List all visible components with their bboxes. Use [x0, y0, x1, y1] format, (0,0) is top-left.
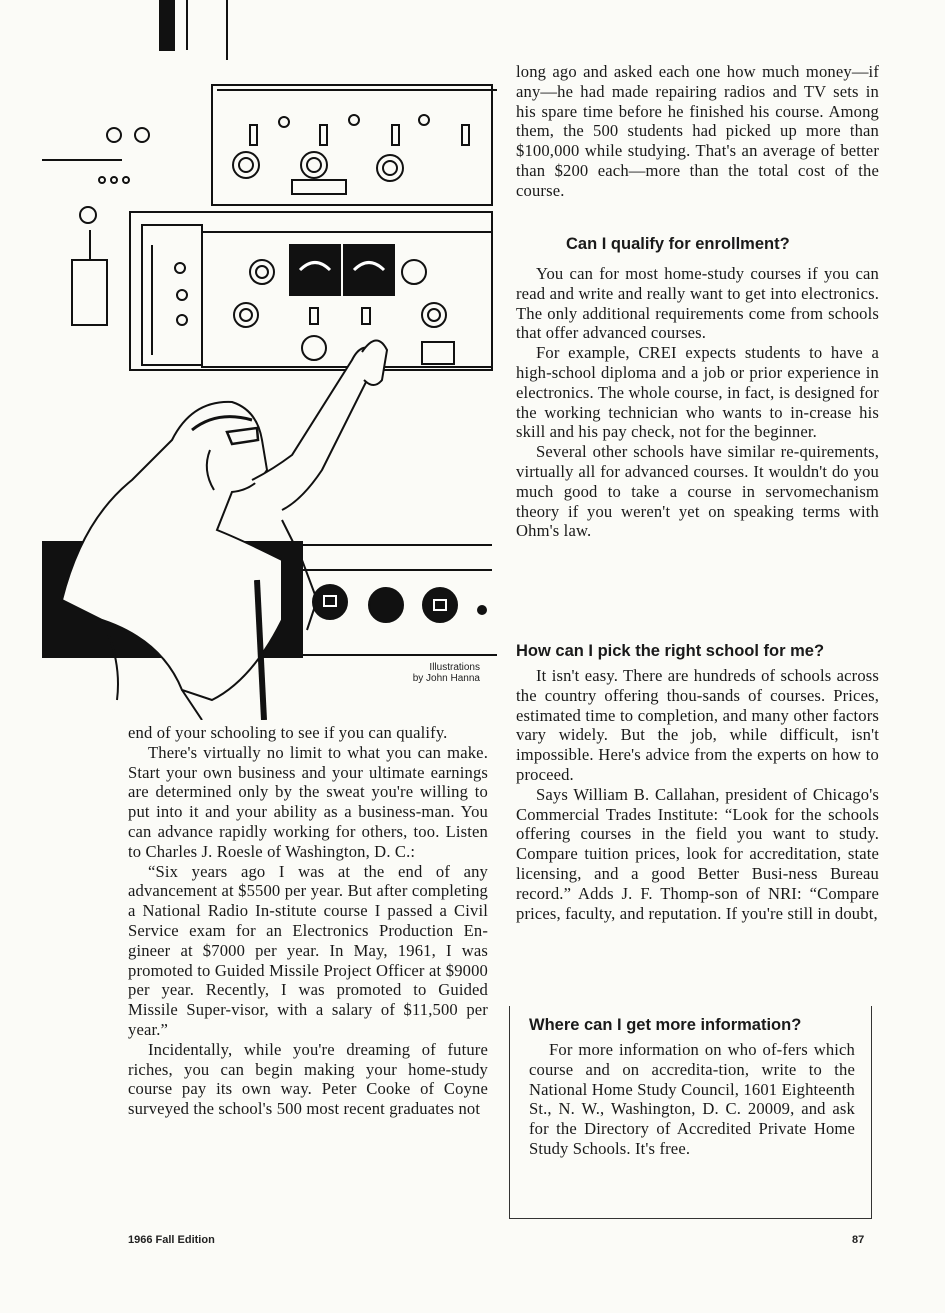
- heading-pick-school: How can I pick the right school for me?: [516, 642, 825, 660]
- heading-qualify: Can I qualify for enrollment?: [566, 235, 790, 253]
- credit-line-1: Illustrations: [429, 662, 480, 673]
- info-box: [509, 1006, 872, 1219]
- right-column-intro: [516, 62, 879, 201]
- paragraph: It isn't easy. There are hundreds of schools across the country offering thou-sands of courses. Prices, estimated time to completion, and many other factors vary widely. But the job, while difficult, isn't impossible. Here's advice from the experts on how to proceed.: [516, 666, 879, 784]
- section-qualify-body: [516, 264, 879, 541]
- paragraph: “Six years ago I was at the end of any advancement at $5500 per year. But after completing a National Radio In-stitute course I passed a Civil Service exam for an Electronics Production En-gineer at $7000 per year. In May, 1961, I was promoted to Guided Missile Project Officer at $9000 per year. Recently, I was promoted to Guided Missile Super-visor, with a salary of $11,500 per year.”: [128, 861, 488, 1039]
- paragraph: long ago and asked each one how much money—if any—he had made repairing radios and TV sets in his spare time before he finished his course. Among them, the 500 students had picked up more than $100,000 while studying. That's an average of better than $200 each—more than the total cost of the course.: [516, 62, 879, 200]
- paragraph: There's virtually no limit to what you can make. Start your own business and your ultimate earnings are determined only by the sweat you're willing to put into it and your ability as a business-man. You can advance rapidly working for others, too. Listen to Charles J. Roesle of Washington, D. C.:: [128, 742, 488, 861]
- info-box-text: For more information on who of-fers which course and on accredita-tion, write to the National Home Study Council, 1601 Eighteenth St., N. W., Washington, D. C. 20009, and ask for the Directory of Accredited Private Home Study Schools. It's free.: [529, 1040, 855, 1158]
- paragraph: For example, CREI expects students to have a high-school diploma and a job or prior experience in electronics. The whole course, in fact, is designed for the working technician who wants to in-crease his skill and his pay check, not for the beginner.: [516, 343, 879, 442]
- section-pick-body: [516, 666, 879, 923]
- page-number: 87: [852, 1234, 865, 1246]
- paragraph: You can for most home-study courses if you can read and write and really want to get into electronics. The only additional requirements come from schools that offer advanced courses.: [516, 264, 879, 343]
- paragraph: Says William B. Callahan, president of Chicago's Commercial Trades Institute: “Look for the schools offering courses in the field you want to study. Compare tuition prices, look for accreditation, state licensing, and a good Better Busi-ness Bureau record.” Adds J. F. Thomp-son of NRI: “Compare prices, faculty, and reputation. If you're still in doubt,: [516, 784, 879, 923]
- credit-line-2: by John Hanna: [412, 673, 480, 684]
- paragraph: Several other schools have similar re-quirements, virtually all for advanced courses. It wouldn't do you much good to take a course in servomechanism theory if you weren't yet on speaking terms with Ohm's law.: [516, 442, 879, 541]
- info-box-heading: Where can I get more information?: [529, 1016, 802, 1034]
- illustration-credit: [380, 662, 480, 684]
- left-column: [128, 723, 488, 1119]
- technician-illustration: [42, 0, 497, 720]
- edition-label: 1966 Fall Edition: [128, 1234, 215, 1246]
- paragraph: end of your schooling to see if you can qualify.: [128, 723, 448, 742]
- paragraph: Incidentally, while you're dreaming of future riches, you can begin making your home-study course pay its own way. Peter Cooke of Coyne surveyed the school's 500 most recent graduates not: [128, 1039, 488, 1119]
